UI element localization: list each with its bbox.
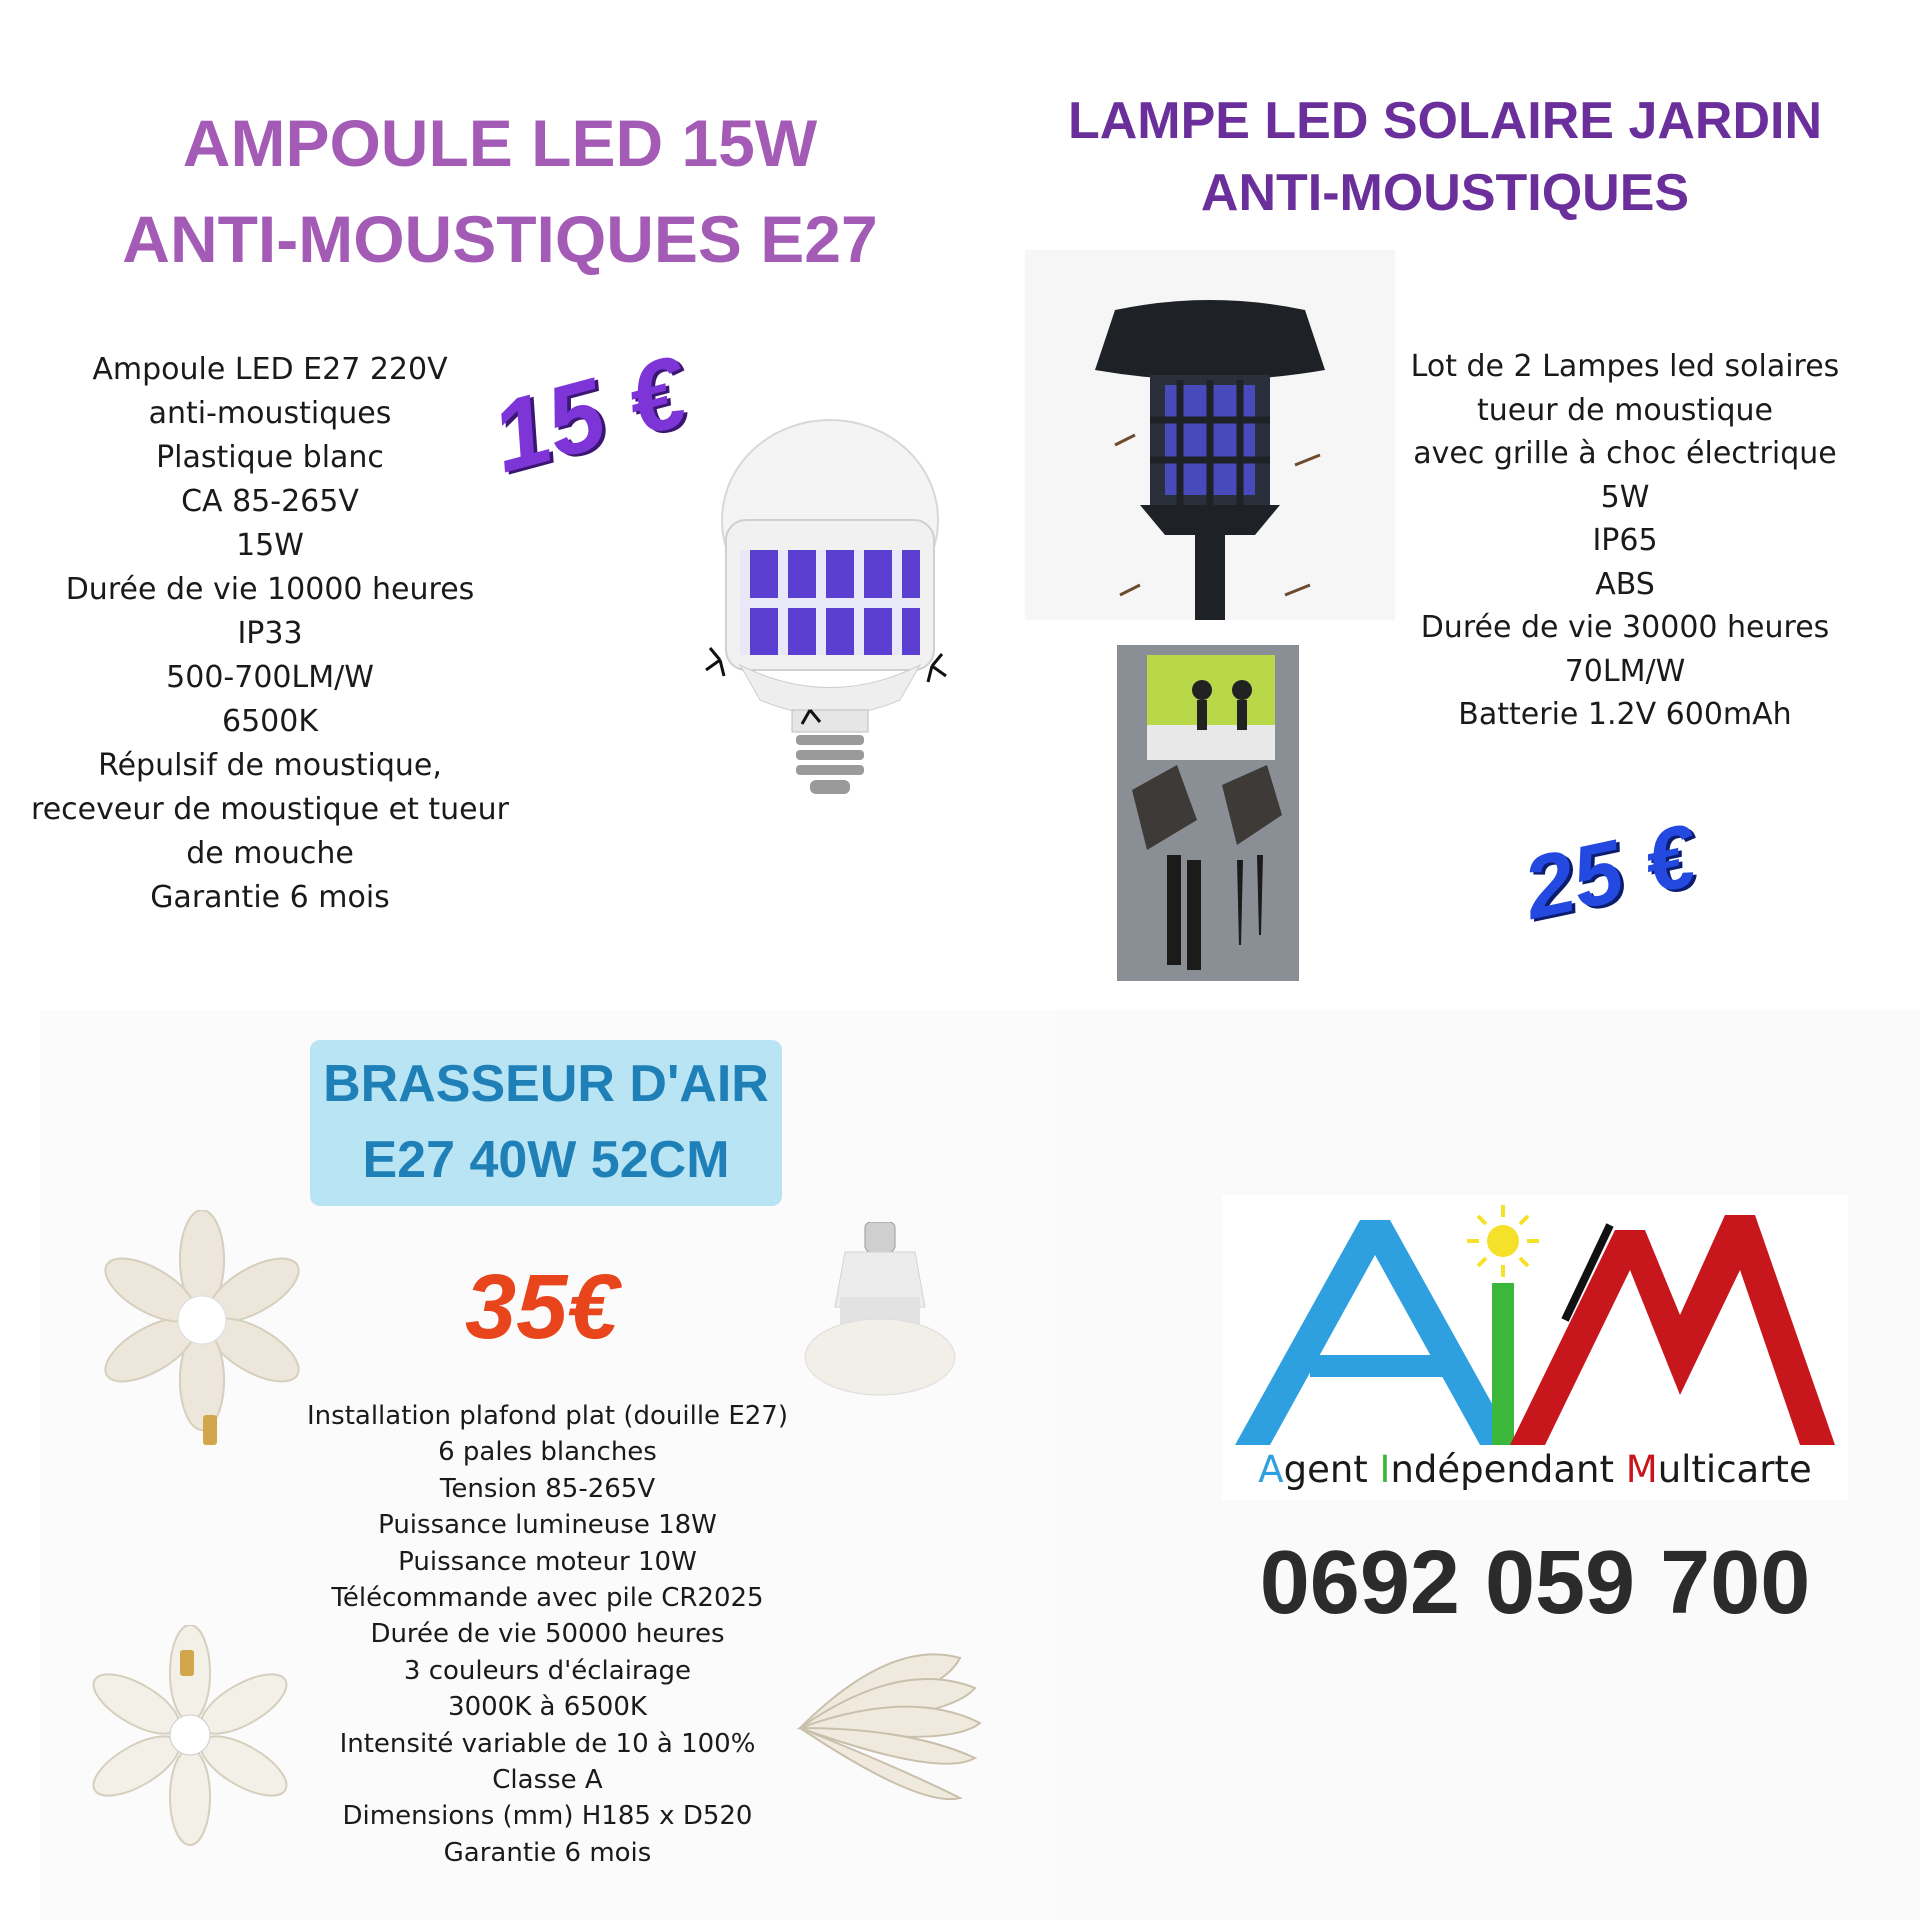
spec-line: IP33	[237, 616, 303, 651]
spec-line: tueur de moustique	[1477, 392, 1773, 428]
brasseur-price: 35€	[465, 1256, 619, 1358]
aim-logo-image	[1225, 1195, 1845, 1450]
spec-line: Répulsif de moustique,	[98, 748, 442, 783]
lampe-title-line1: LAMPE LED SOLAIRE JARDIN	[1067, 92, 1823, 150]
brasseur-title-line2: E27 40W 52CM	[362, 1131, 730, 1189]
tag-letter-a: A	[1258, 1448, 1284, 1491]
spec-line: Garantie 6 mois	[443, 1837, 652, 1868]
spec-line: CA 85-265V	[181, 484, 359, 519]
lampe-specs	[1380, 345, 1870, 737]
phone-number: 0692 059 700	[1259, 1533, 1811, 1633]
fan-open-image	[70, 1625, 310, 1860]
tag-letter-m: M	[1625, 1448, 1658, 1491]
spec-line: Plastique blanc	[156, 440, 384, 475]
solar-lamp-image	[1025, 250, 1395, 620]
fan-top-image	[85, 1210, 320, 1455]
spec-line: receveur de moustique et tueur	[31, 792, 509, 827]
spec-line: Télécommande avec pile CR2025	[331, 1583, 764, 1614]
spec-line: Durée de vie 50000 heures	[370, 1619, 725, 1650]
spec-line: Batterie 1.2V 600mAh	[1458, 697, 1792, 732]
brasseur-title	[310, 1040, 782, 1206]
tag-word-agent: gent	[1283, 1448, 1380, 1491]
logo-tagline	[1222, 1448, 1848, 1491]
sun-icon	[1467, 1205, 1539, 1277]
tag-word-multicarte: ulticarte	[1657, 1448, 1812, 1491]
lampe-title	[1030, 85, 1860, 229]
spec-line: 3000K à 6500K	[448, 1692, 647, 1723]
fan-folded-image	[790, 1638, 990, 1828]
spec-line: Classe A	[492, 1765, 603, 1796]
brasseur-title-line1: BRASSEUR D'AIR	[323, 1055, 769, 1113]
spec-line: Installation plafond plat (douille E27)	[307, 1401, 788, 1431]
spec-line: ABS	[1595, 566, 1655, 602]
spec-line: Ampoule LED E27 220V	[92, 352, 448, 387]
spec-line: 5W	[1600, 479, 1650, 515]
spec-line: avec grille à choc électrique	[1413, 436, 1837, 471]
spec-line: 3 couleurs d'éclairage	[403, 1655, 692, 1686]
spec-line: Lot de 2 Lampes led solaires	[1410, 349, 1840, 384]
ampoule-specs	[20, 348, 520, 920]
mosquito-bulb-image	[700, 410, 960, 810]
spec-line: Durée de vie 10000 heures	[65, 572, 475, 607]
ampoule-price: 15 €	[480, 335, 698, 495]
spec-line: IP65	[1592, 523, 1658, 558]
spec-line: de mouche	[186, 836, 354, 871]
spec-line: Intensité variable de 10 à 100%	[339, 1728, 756, 1759]
lamp-box-image	[1117, 645, 1299, 981]
spec-line: 6500K	[221, 704, 319, 739]
spec-line: 500-700LM/W	[166, 660, 374, 695]
ampoule-title	[60, 95, 940, 287]
ampoule-title-line1: AMPOULE LED 15W	[182, 106, 818, 180]
spec-line: Dimensions (mm) H185 x D520	[342, 1801, 753, 1832]
spec-line: 15W	[236, 528, 304, 563]
brasseur-specs	[300, 1398, 795, 1871]
lampe-price: 25 €	[1515, 805, 1704, 938]
spec-line: 6 pales blanches	[438, 1437, 657, 1468]
fan-motor-image	[800, 1222, 960, 1397]
tag-letter-i: I	[1379, 1448, 1391, 1491]
ampoule-title-line2: ANTI-MOUSTIQUES E27	[122, 202, 878, 276]
spec-line: Garantie 6 mois	[150, 880, 390, 915]
lampe-title-line2: ANTI-MOUSTIQUES	[1200, 164, 1690, 222]
tag-word-independant: ndépendant	[1390, 1448, 1626, 1491]
spec-line: 70LM/W	[1564, 653, 1686, 689]
spec-line: anti-moustiques	[148, 396, 392, 431]
spec-line: Puissance moteur 10W	[398, 1546, 697, 1577]
spec-line: Puissance lumineuse 18W	[378, 1510, 717, 1541]
spec-line: Tension 85-265V	[439, 1473, 656, 1504]
spec-line: Durée de vie 30000 heures	[1420, 610, 1830, 645]
